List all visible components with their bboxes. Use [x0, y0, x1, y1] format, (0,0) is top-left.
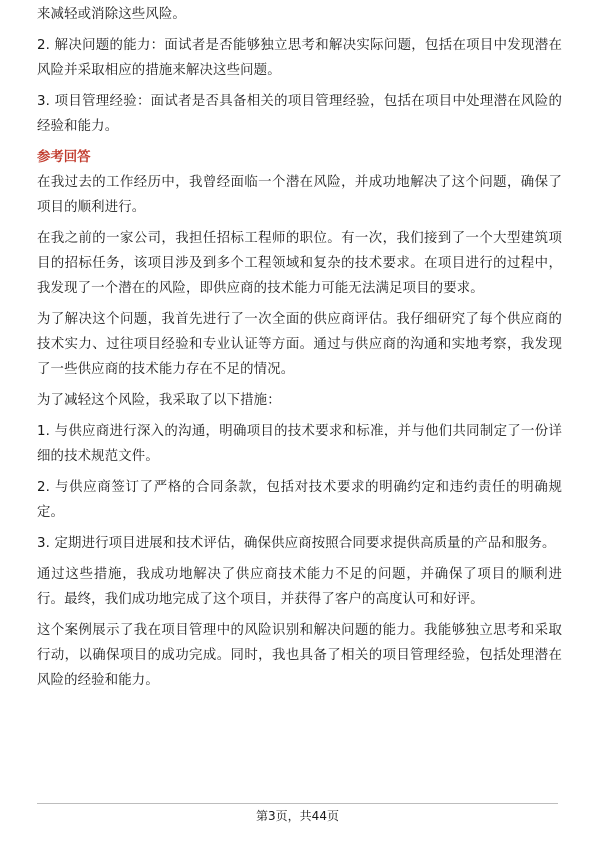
paragraph: 在我过去的工作经历中，我曾经面临一个潜在风险，并成功地解决了这个问题，确保了项目的顺利进行。 [37, 175, 562, 215]
footer-divider [37, 803, 558, 804]
paragraph: 为了减轻这个风险，我采取了以下措施： [37, 393, 281, 408]
paragraph: 这个案例展示了我在项目管理中的风险识别和解决问题的能力。我能够独立思考和采取行动，以确保项目的成功完成。同时，我也具备了相关的项目管理经验，包括处理潜在风险的经验和能力。 [37, 623, 562, 688]
paragraph: 通过这些措施，我成功地解决了供应商技术能力不足的问题，并确保了项目的顺利进行。最终，我们成功地完成了这个项目，并获得了客户的高度认可和好评。 [37, 567, 562, 607]
paragraph: 3. 项目管理经验：面试者是否具备相关的项目管理经验，包括在项目中处理潜在风险的经验和能力。 [37, 94, 562, 134]
paragraph: 2. 解决问题的能力：面试者是否能够独立思考和解决实际问题，包括在项目中发现潜在风险并采取相应的措施来解决这些问题。 [37, 38, 562, 78]
paragraph: 为了解决这个问题，我首先进行了一次全面的供应商评估。我仔细研究了每个供应商的技术实力、过往项目经验和专业认证等方面。通过与供应商的沟通和实地考察，我发现了一些供应商的技术能力存在不足的情况。 [37, 312, 562, 377]
section-heading: 参考回答 [37, 150, 91, 165]
paragraph: 在我之前的一家公司，我担任招标工程师的职位。有一次，我们接到了一个大型建筑项目的招标任务，该项目涉及到多个工程领域和复杂的技术要求。在项目进行的过程中，我发现了一个潜在的风险，即供应商的技术能力可能无法满足项目的要求。 [37, 231, 562, 296]
list-item: 2. 与供应商签订了严格的合同条款，包括对技术要求的明确约定和违约责任的明确规定。 [37, 480, 562, 520]
list-item: 3. 定期进行项目进展和技术评估，确保供应商按照合同要求提供高质量的产品和服务。 [37, 536, 556, 551]
paragraph: 来减轻或消除这些风险。 [37, 7, 186, 22]
page-number: 第3页，共44页 [256, 809, 339, 823]
page-content [37, 2, 562, 699]
list-item: 1. 与供应商进行深入的沟通，明确项目的技术要求和标准，并与他们共同制定了一份详细的技术规范文件。 [37, 424, 562, 464]
